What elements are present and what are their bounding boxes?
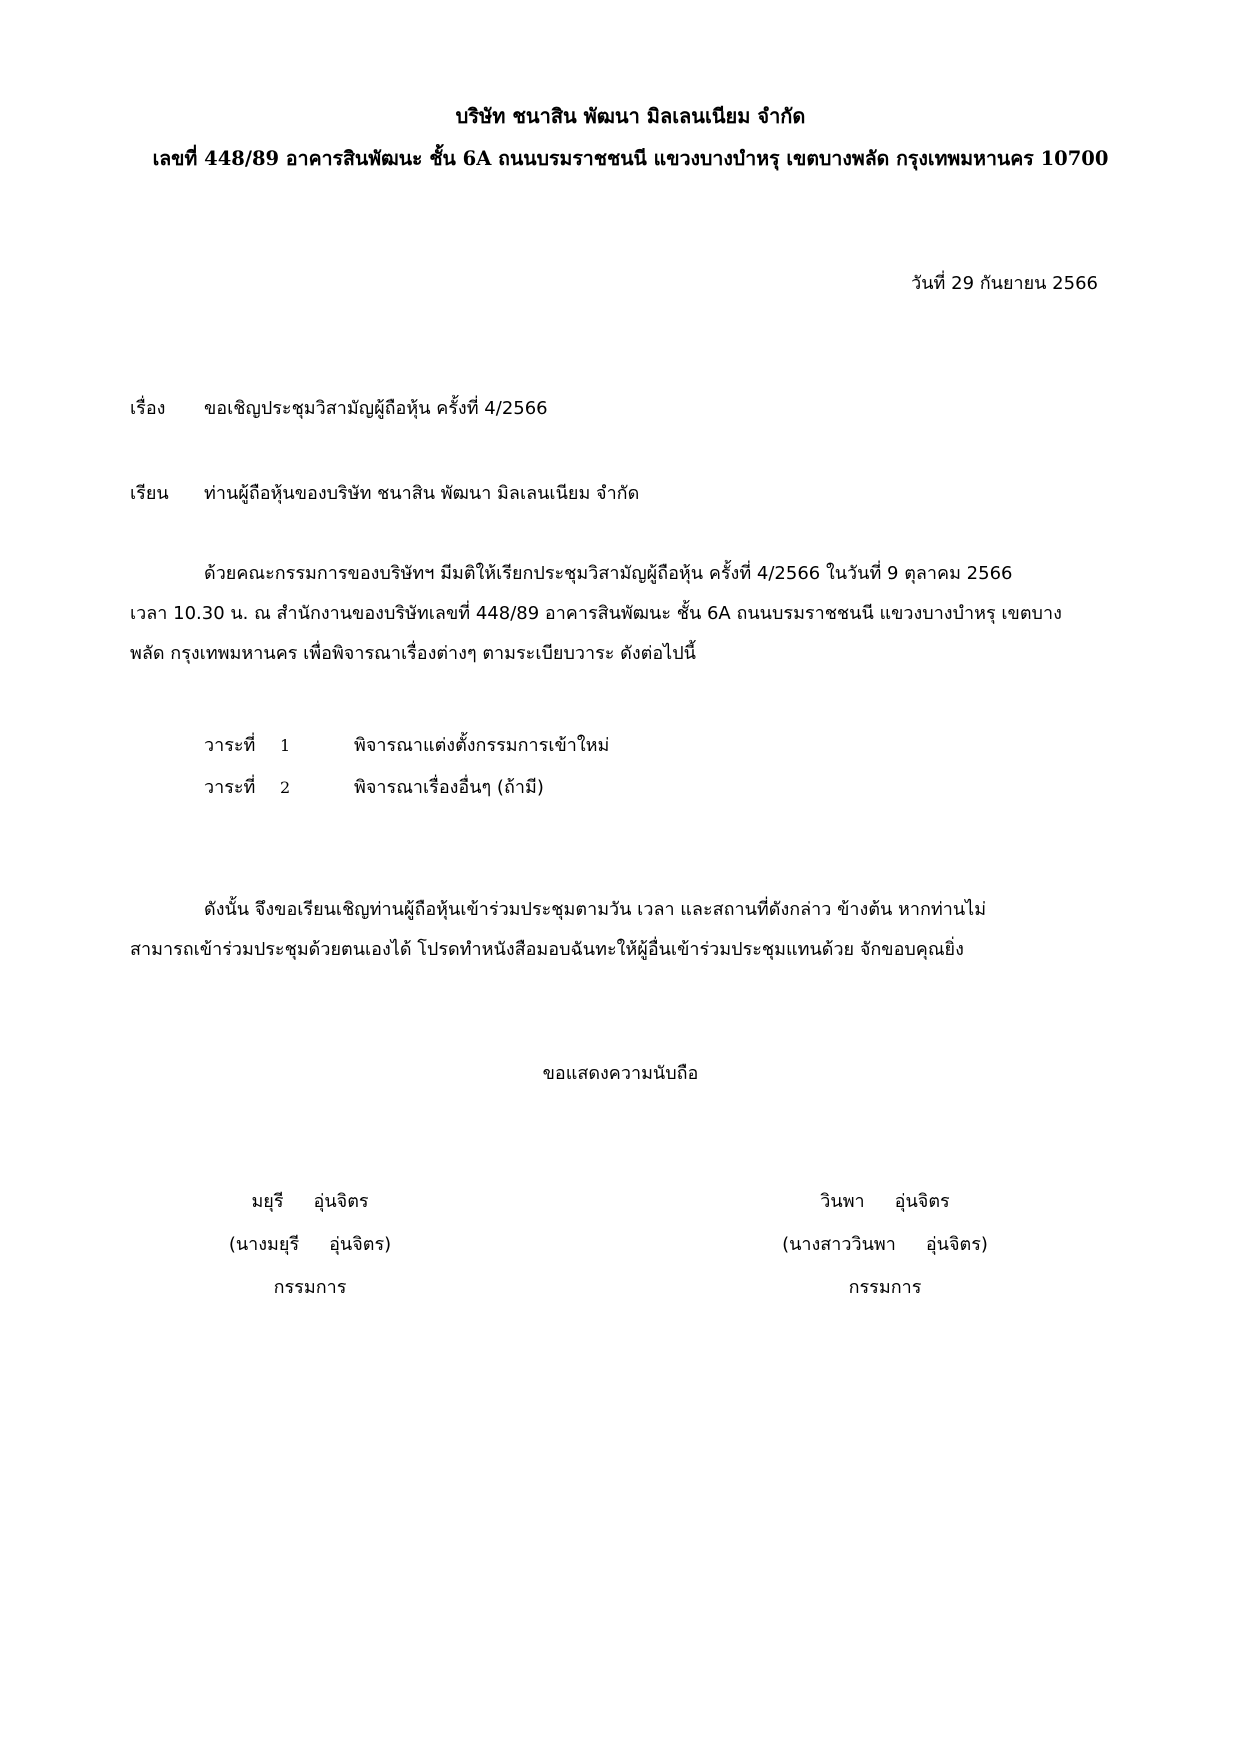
signature-line bbox=[760, 1180, 1010, 1223]
closing-paragraph bbox=[130, 890, 1100, 970]
closing-line: สามารถเข้าร่วมประชุมด้วยตนเองได้ โปรดทำหนังสือมอบฉันทะให้ผู้อื่นเข้าร่วมประชุมแทนด้วย จักขอบคุณยิ่ง bbox=[130, 939, 964, 960]
letter-date: วันที่ 29 กันยายน 2566 bbox=[911, 273, 1098, 294]
signer-position: กรรมการ bbox=[848, 1277, 922, 1298]
agenda-label: วาระที่ bbox=[204, 777, 256, 798]
full-name-last: อุ่นจิตร) bbox=[329, 1234, 392, 1255]
agenda-text: พิจารณาแต่งตั้งกรรมการเข้าใหม่ bbox=[354, 735, 610, 756]
agenda-number: 1 bbox=[280, 736, 291, 755]
intro-paragraph bbox=[130, 554, 1100, 674]
signature-first: มยุรี bbox=[251, 1191, 284, 1212]
subject-label: เรื่อง bbox=[130, 398, 166, 419]
intro-line: เวลา 10.30 น. ณ สำนักงานของบริษัทเลขที่ 448/89 อาคารสินพัฒนะ ชั้น 6A ถนนบรมราชชนนี แขวงบางบำหรุ เขตบาง bbox=[130, 603, 1062, 624]
agenda-item bbox=[204, 767, 609, 809]
agenda-number: 2 bbox=[280, 778, 291, 797]
company-name: บริษัท ชนาสิน พัฒนา มิลเลนเนียม จำกัด bbox=[455, 104, 806, 128]
full-name-last: อุ่นจิตร) bbox=[925, 1234, 988, 1255]
agenda-item bbox=[204, 725, 609, 767]
signer-block bbox=[200, 1180, 420, 1309]
closing-line: ดังนั้น จึงขอเรียนเชิญท่านผู้ถือหุ้นเข้าร่วมประชุมตามวัน เวลา และสถานที่ดังกล่าว ข้างต้น หากท่านไม่ bbox=[204, 899, 987, 920]
signer-full-name bbox=[200, 1223, 420, 1266]
company-address: เลขที่ 448/89 อาคารสินพัฒนะ ชั้น 6A ถนนบรมราชชนนี แขวงบางบำหรุ เขตบางพลัด กรุงเทพมหานคร 10700 bbox=[152, 147, 1109, 170]
signature-first: วินพา bbox=[820, 1191, 865, 1212]
signer-position: กรรมการ bbox=[273, 1277, 347, 1298]
signer-full-name bbox=[760, 1223, 1010, 1266]
recipient-text: ท่านผู้ถือหุ้นของบริษัท ชนาสิน พัฒนา มิลเลนเนียม จำกัด bbox=[204, 483, 640, 504]
agenda-text: พิจารณาเรื่องอื่นๆ (ถ้ามี) bbox=[354, 777, 544, 798]
intro-line: ด้วยคณะกรรมการของบริษัทฯ มีมติให้เรียกประชุมวิสามัญผู้ถือหุ้น ครั้งที่ 4/2566 ในวันที่ 9 ตุลาคม 2566 bbox=[204, 563, 1013, 584]
full-name-first: (นางสาววินพา bbox=[782, 1234, 896, 1255]
signer-block bbox=[760, 1180, 1010, 1309]
recipient-row bbox=[130, 478, 639, 507]
signature-last: อุ่นจิตร bbox=[894, 1191, 950, 1212]
regards-text: ขอแสดงความนับถือ bbox=[542, 1063, 699, 1084]
full-name-first: (นางมยุรี bbox=[228, 1234, 300, 1255]
subject-text: ขอเชิญประชุมวิสามัญผู้ถือหุ้น ครั้งที่ 4/2566 bbox=[204, 398, 548, 419]
agenda-label: วาระที่ bbox=[204, 735, 256, 756]
agenda-list bbox=[204, 725, 609, 809]
intro-line: พลัด กรุงเทพมหานคร เพื่อพิจารณาเรื่องต่างๆ ตามระเบียบวาระ ดังต่อไปนี้ bbox=[130, 643, 696, 664]
signature-last: อุ่นจิตร bbox=[313, 1191, 369, 1212]
signature-line bbox=[200, 1180, 420, 1223]
subject-row bbox=[130, 393, 548, 422]
recipient-label: เรียน bbox=[130, 483, 169, 504]
